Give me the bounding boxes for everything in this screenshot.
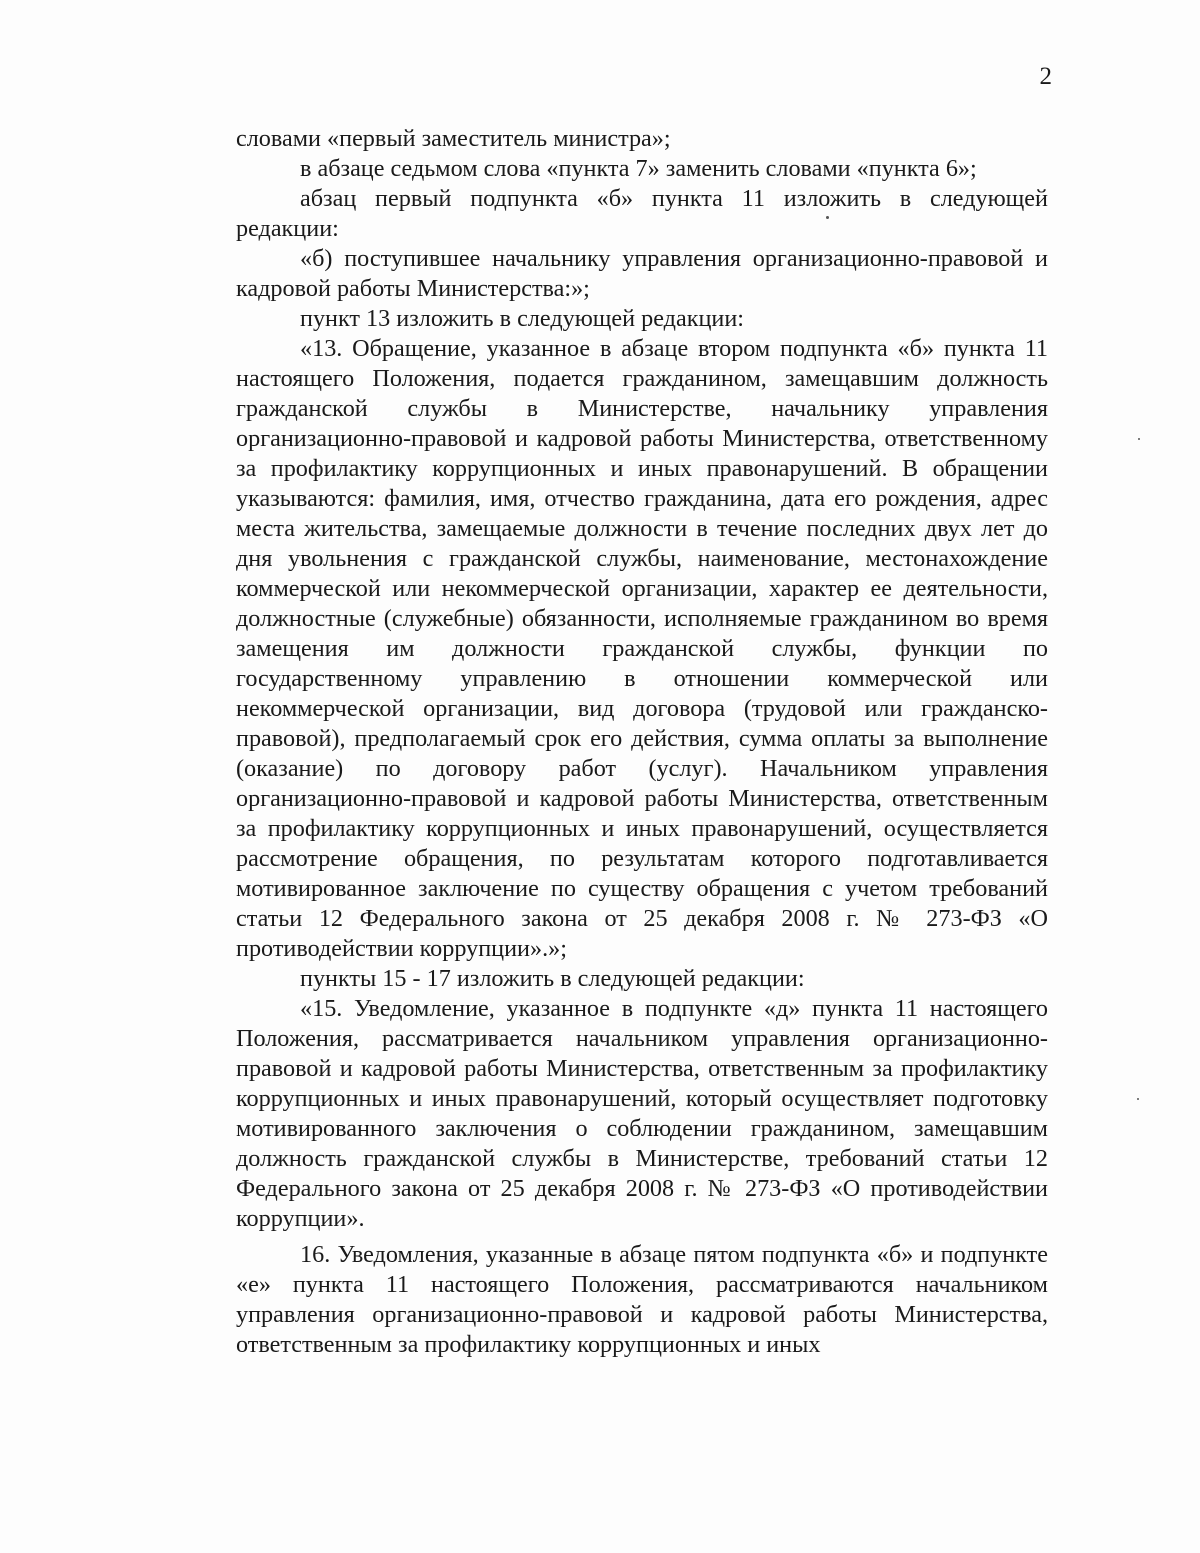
paragraph-8: «15. Уведомление, указанное в подпункте «д» пункта 11 настоящего Положения, рассматривается начальником управления организационно-правовой и кадровой работы Министерства, ответственным за профилактику коррупционных и иных правонарушений, который осуществляет подготовку мотивированного заключения о соблюдении гражданином, замещавшим должность гражданской службы в Министерстве, требований статьи 12 Федерального закона от 25 декабря 2008 г. № 273-ФЗ «О противодействии коррупции». bbox=[236, 995, 1048, 1232]
scan-speck bbox=[826, 216, 829, 219]
paragraph-2: в абзаце седьмом слова «пункта 7» заменить словами «пункта 6»; bbox=[300, 155, 977, 182]
paragraph-3: абзац первый подпункта «б» пункта 11 изложить в следующей редакции: bbox=[236, 185, 1048, 242]
scan-speck bbox=[1138, 438, 1140, 440]
paragraph-1: словами «первый заместитель министра»; bbox=[236, 125, 671, 152]
paragraph-5: пункт 13 изложить в следующей редакции: bbox=[300, 305, 744, 332]
document-body bbox=[236, 124, 1048, 1360]
paragraph-9: 16. Уведомления, указанные в абзаце пятом подпункта «б» и подпункте «е» пункта 11 настоящего Положения, рассматриваются начальником управления организационно-правовой и кадровой работы Министерства, ответственным за профилактику коррупционных и иных bbox=[236, 1241, 1048, 1358]
paragraph-7: пункты 15 - 17 изложить в следующей редакции: bbox=[300, 965, 805, 992]
page-number: 2 bbox=[1039, 63, 1052, 90]
paragraph-4: «б) поступившее начальнику управления организационно-правовой и кадровой работы Министерства:»; bbox=[236, 245, 1048, 302]
paragraph-6: «13. Обращение, указанное в абзаце втором подпункта «б» пункта 11 настоящего Положения, подается гражданином, замещавшим должность гражданской службы в Министерстве, начальнику управления организационно-правовой и кадровой работы Министерства, ответственному за профилактику коррупционных и иных правонарушений. В обращении указываются: фамилия, имя, отчество гражданина, дата его рождения, адрес места жительства, замещаемые должности в течение последних двух лет до дня увольнения с гражданской службы, наименование, местонахождение коммерческой или некоммерческой организации, характер ее деятельности, должностные (служебные) обязанности, исполняемые гражданином во время замещения им должности гражданской службы, функции по государственному управлению в отношении коммерческой или некоммерческой организации, вид договора (трудовой или гражданско-правовой), предполагаемый срок его действия, сумма оплаты за выполнение (оказание) по договору работ (услуг). Начальником управления организационно-правовой и кадровой работы Министерства, ответственным за профилактику коррупционных и иных правонарушений, осуществляется рассмотрение обращения, по результатам которого подготавливается мотивированное заключение по существу обращения с учетом требований статьи 12 Федерального закона от 25 декабря 2008 г. № 273-ФЗ «О противодействии коррупции».»; bbox=[236, 335, 1048, 962]
scan-speck bbox=[1137, 1098, 1139, 1100]
